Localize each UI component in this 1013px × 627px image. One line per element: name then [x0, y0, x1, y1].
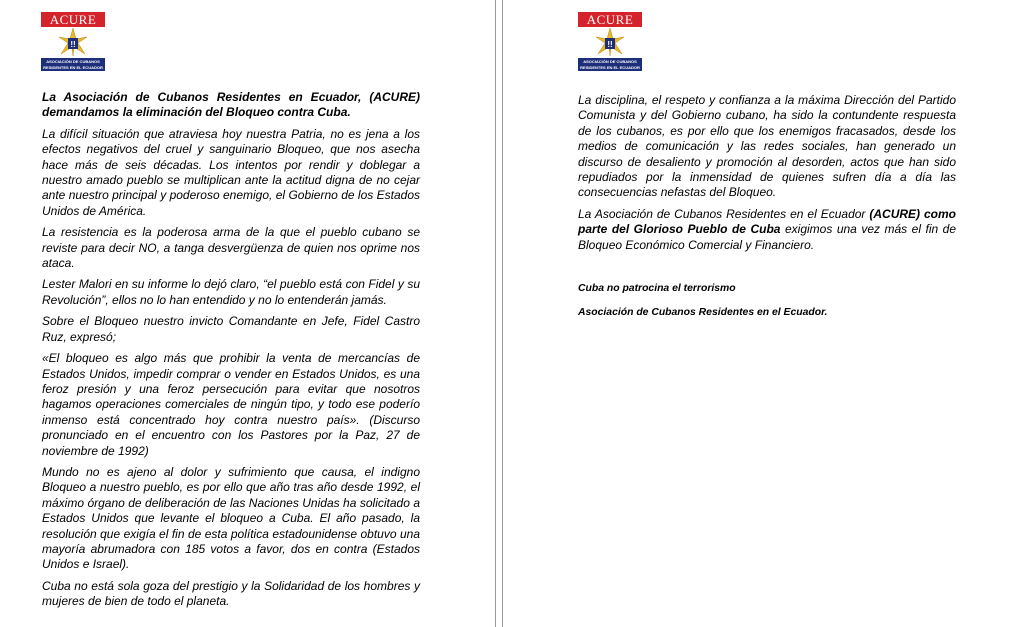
page-divider — [495, 0, 496, 627]
logo-wordmark: ACURE — [578, 12, 642, 27]
svg-text:!!: !! — [607, 40, 613, 49]
logo-subtitle: ASOCIACIÓN DE CUBANOS RESIDENTES EN EL ECUADOR — [578, 58, 642, 71]
star-emblem-icon — [41, 27, 105, 57]
paragraph: La Asociación de Cubanos Residentes en el Ecuador (ACURE) como parte del Glorioso Pueblo de Cuba exigimos una vez más el fin de Bloqueo Económico Comercial y Financiero. — [578, 206, 957, 252]
paragraph: La difícil situación que atraviesa hoy nuestra Patria, no es jena a los efectos negativos del cruel y sanguinario Bloqueo, que nos asecha hace más de seis décadas. Los intentos por rendir y doblegar a nuestro amado pueblo se multiplican ante la actitud digna de no cejar ante nuestro principal y poderoso enemigo, el Gobierno de los Estados Unidos de América. — [42, 126, 420, 218]
paragraph: Cuba no está sola goza del prestigio y la Solidaridad de los hombres y mujeres de bien de todo el planeta. — [42, 578, 420, 609]
svg-text:!!: !! — [70, 40, 76, 49]
acure-logo — [41, 12, 107, 72]
paragraph: La resistencia es la poderosa arma de la que el pueblo cubano se reviste para decir NO, a tanga desvergüenza de quien nos oprime nos ataca. — [42, 225, 420, 271]
acure-logo — [578, 12, 644, 72]
document-title: La Asociación de Cubanos Residentes en Ecuador, (ACURE) demandamos la eliminación del Bloqueo contra Cuba. — [42, 90, 420, 120]
right-page-content — [578, 93, 956, 321]
left-page-content — [42, 90, 420, 616]
logo-wordmark: ACURE — [41, 12, 105, 27]
document-page-left — [0, 0, 494, 627]
paragraph: Mundo no es ajeno al dolor y sufrimiento que causa, el indigno Bloqueo a nuestro pueblo, es por ello que año tras año desde 1992, el máximo órgano de deliberación de las Naciones Unidas ha solicitado a Estados Unidos que levante el bloqueo a Cuba. El año pasado, la resolución que exigía el fin de esta política estadounidense obtuvo una mayoría abrumadora con 185 votos a favor, dos en contra (Estados Unidos e Israel). — [42, 464, 420, 572]
paragraph: La disciplina, el respeto y confianza a la máxima Dirección del Partido Comunista y del Gobierno cubano, ha sido la contundente respuesta de los cubanos, es por ello que los enemigos fracasados, desde los medios de comunicación y las redes sociales, han generado un discurso de desaliento y promoción al desorden, actos que han sido repudiados por la inmensidad de quienes sufren día a día las consecuencias nefastas del Bloqueo. — [578, 93, 956, 200]
paragraph: Sobre el Bloqueo nuestro invicto Comandante en Jefe, Fidel Castro Ruz, expresó; — [42, 314, 420, 344]
signature-line: Asociación de Cubanos Residentes en el Ecuador. — [578, 307, 828, 319]
closing-line: Cuba no patrocina el terrorismo — [578, 283, 736, 295]
paragraph: Lester Malori en su informe lo dejó claro, “el pueblo está con Fidel y su Revolución”, ellos no lo han entendido y no lo entenderán jamás. — [42, 277, 420, 307]
logo-subtitle: ASOCIACIÓN DE CUBANOS RESIDENTES EN EL ECUADOR — [41, 58, 105, 71]
star-emblem-icon — [578, 27, 642, 57]
quote-paragraph: «El bloqueo es algo más que prohibir la venta de mercancías de Estados Unidos, impedir comprar o vender en Estados Unidos, es una feroz presión y una feroz persecución para evitar que nosotros hagamos operaciones comerciales de ningún tipo, y todo ese poderío inmenso está concentrado hoy contra nuestro país». (Discurso pronunciado en el encuentro con los Pastores por la Paz, 27 de noviembre de 1992) — [42, 351, 420, 458]
